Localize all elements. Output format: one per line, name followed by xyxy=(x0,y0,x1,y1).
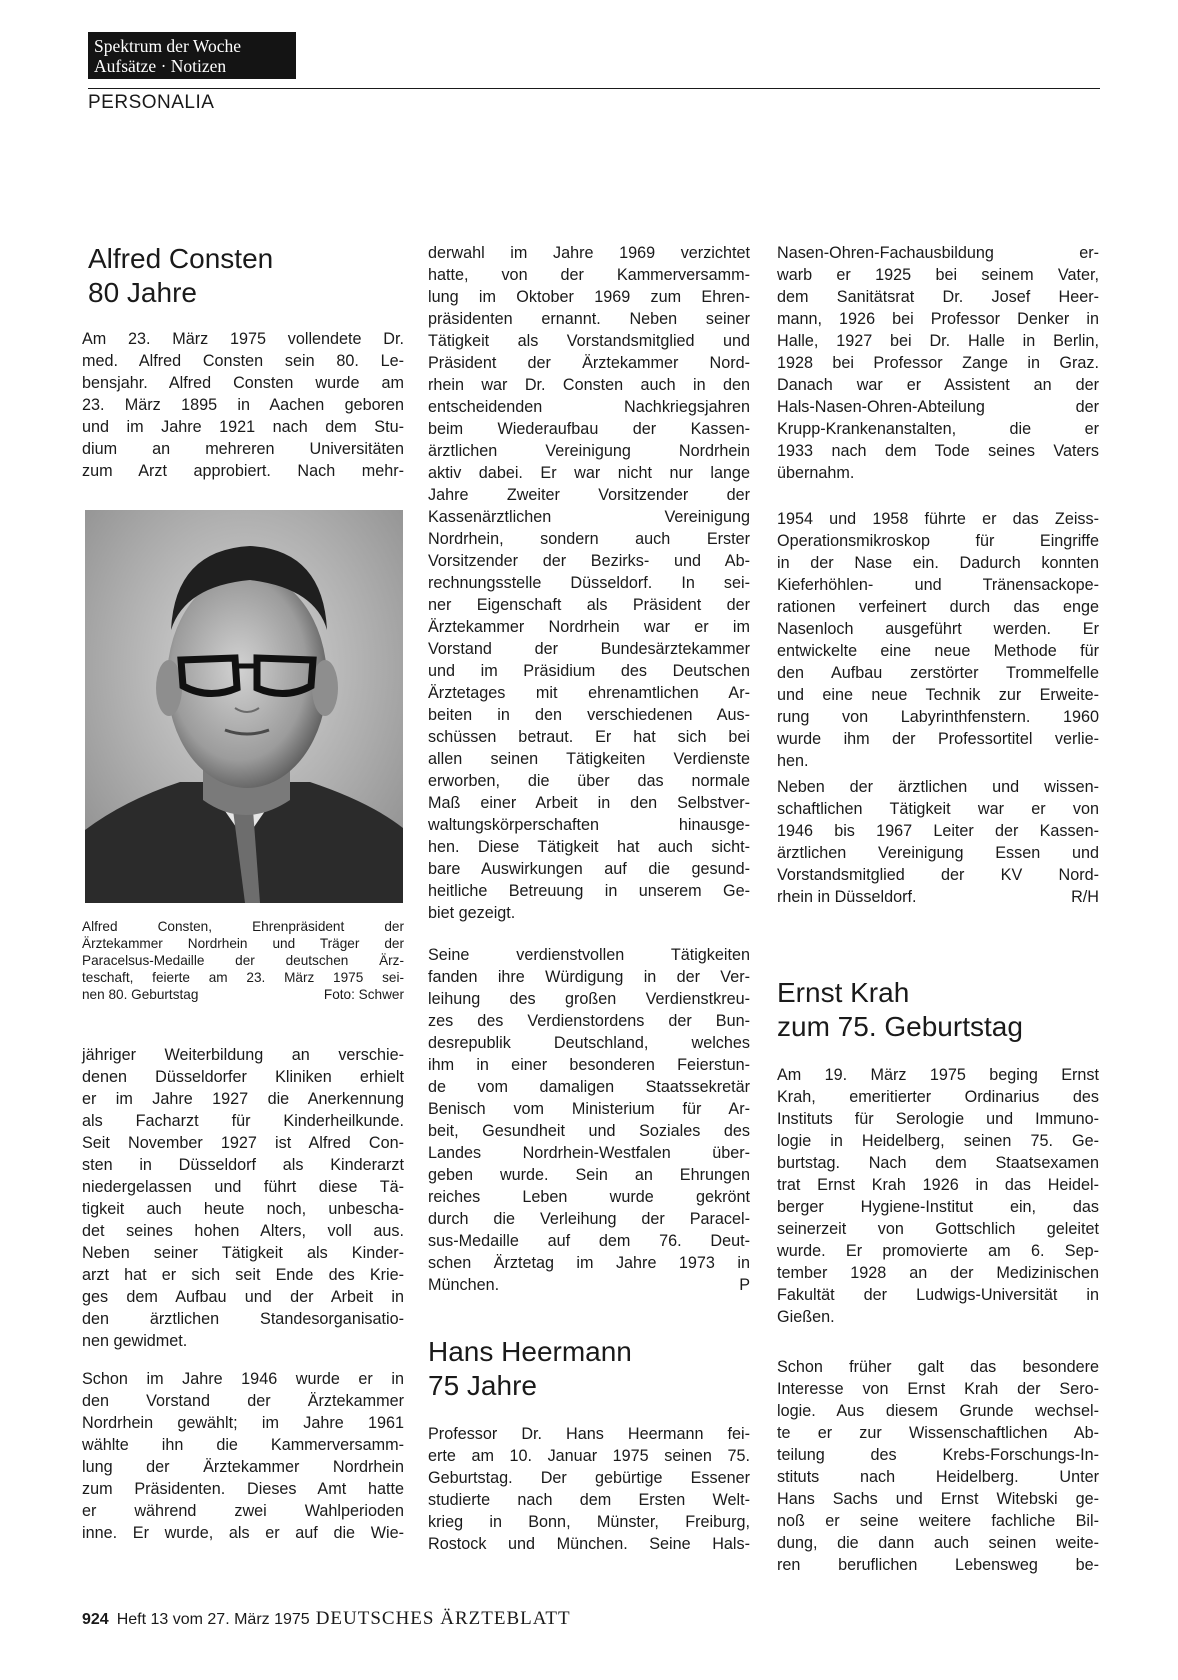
text-line: erworben, die über das normale xyxy=(428,772,750,790)
text-line: lung der Ärztekammer Nordrhein xyxy=(82,1458,404,1476)
heermann-paragraph-4: Neben der ärztlichen und wissen- schaftlichen Tätigkeit war er von 1946 bis 1967 Leiter der Kassen- ärztlichen Vereinigung Essen und Vorstandsmitglied der KV Nord- rhein in Düsseldorf. R/H xyxy=(777,778,1099,906)
text-line: Am 23. März 1975 vollendete Dr. xyxy=(82,330,404,348)
text-line: zum Präsidenten. Dieses Amt hatte xyxy=(82,1480,404,1498)
text-line: derwahl im Jahre 1969 verzichtet xyxy=(428,244,750,262)
header-line-1: Spektrum der Woche xyxy=(94,36,241,56)
text-line: Instituts für Serologie und Immuno- xyxy=(777,1110,1099,1128)
header-line-2: Aufsätze · Notizen xyxy=(94,56,227,76)
text-line: aktiv dabei. Er war nicht nur lange xyxy=(428,464,750,482)
page-number: 924 xyxy=(82,1611,109,1628)
text-line: Interesse von Ernst Krah der Sero- xyxy=(777,1380,1099,1398)
text-line: entscheidenden Nachkriegsjahren xyxy=(428,398,750,416)
text-line: übernahm. xyxy=(777,464,855,482)
text-line: schüssen betraut. Er hat sich bei xyxy=(428,728,750,746)
krah-paragraph-1 xyxy=(777,1064,1099,1328)
text-line: wählte ihn die Kammerversamm- xyxy=(82,1436,404,1454)
photo-caption: Alfred Consten, Ehrenpräsident der Ärztekammer Nordrhein und Träger der Paracelsus-Medaille der deutschen Ärz- teschaft, feierte am 23. März 1975 sei- nen 80. Geburtstag Foto: Schwer xyxy=(82,919,404,1002)
text-line: stituts nach Heidelberg. Unter xyxy=(777,1468,1099,1486)
text-line: beit, Gesundheit und Soziales des xyxy=(428,1122,750,1140)
text-line: Am 19. März 1975 beging Ernst xyxy=(777,1066,1099,1084)
heermann-paragraph-3 xyxy=(777,508,1099,772)
text-line: Vorstandsmitglied der KV Nord- xyxy=(777,866,1099,884)
text-line: lung im Oktober 1969 zum Ehren- xyxy=(428,288,750,306)
heermann-paragraph-1 xyxy=(428,1423,750,1555)
text-line: Krupp-Krankenanstalten, die er xyxy=(777,420,1099,438)
text-line: Danach war er Assistent an der xyxy=(777,376,1099,394)
text-line: und im Jahre 1921 nach dem Stu- xyxy=(82,418,404,436)
text-line: dung, die dann auch seinen weite- xyxy=(777,1534,1099,1552)
text-line: Ärztetages mit ehrenamtlichen Ar- xyxy=(428,684,750,702)
text-line: med. Alfred Consten sein 80. Le- xyxy=(82,352,404,370)
text-line: ärztlichen Vereinigung Essen und xyxy=(777,844,1099,862)
text-line: Schon im Jahre 1946 wurde er in xyxy=(82,1370,404,1388)
text-line: Seit November 1927 ist Alfred Con- xyxy=(82,1134,404,1152)
text-line: heitliche Betreuung in unserem Ge- xyxy=(428,882,750,900)
text-line: Ärztekammer Nordrhein war er im xyxy=(428,618,750,636)
text-line: ren beruflichen Lebensweg be- xyxy=(777,1556,1099,1574)
text-line: Maß einer Arbeit in den Selbstver- xyxy=(428,794,750,812)
page-footer xyxy=(82,1608,571,1630)
text-line: er während zwei Wahlperioden xyxy=(82,1502,404,1520)
text-line: berger Hygiene-Institut ein, das xyxy=(777,1198,1099,1216)
text-line: Operationsmikroskop für Eingriffe xyxy=(777,532,1099,550)
text-line: beiten in den verschiedenen Aus- xyxy=(428,706,750,724)
text-line: Paracelsus-Medaille der deutschen Ärz- xyxy=(82,953,404,968)
text-line: beim Wiederaufbau der Kassen- xyxy=(428,420,750,438)
text-line: als Facharzt für Kinderheilkunde. xyxy=(82,1112,404,1130)
consten-paragraph-1 xyxy=(82,328,404,482)
text-line: nen gewidmet. xyxy=(82,1332,188,1350)
consten-headline: Alfred Consten 80 Jahre xyxy=(88,243,274,308)
heermann-paragraph-2 xyxy=(777,242,1099,484)
text-line: Alfred Consten, Ehrenpräsident der xyxy=(82,919,404,934)
text-line: te er zur Wissenschaftlichen Ab- xyxy=(777,1424,1099,1442)
text-line: zum Arzt approbiert. Nach mehr- xyxy=(82,462,404,480)
text-line: schen Ärztetag im Jahre 1973 in xyxy=(428,1254,750,1272)
text-line: Vorstand der Bundesärztekammer xyxy=(428,640,750,658)
text-line: inne. Er wurde, als er auf die Wie- xyxy=(82,1524,404,1542)
text-line: desrepublik Deutschland, welches xyxy=(428,1034,750,1052)
text-line: er im Jahre 1927 die Anerkennung xyxy=(82,1090,404,1108)
text-line: teilung des Krebs-Forschungs-In- xyxy=(777,1446,1099,1464)
text-line: noß er seine weitere fachliche Bil- xyxy=(777,1512,1099,1530)
text-line: den ärztlichen Standesorganisatio- xyxy=(82,1310,404,1328)
text-line: Seine verdienstvollen Tätigkeiten xyxy=(428,946,750,964)
text-line: Neben seiner Tätigkeit als Kinder- xyxy=(82,1244,404,1262)
text-line: dem Sanitätsrat Dr. Josef Heer- xyxy=(777,288,1099,306)
text-line: mann, 1926 bei Professor Denker in xyxy=(777,310,1099,328)
text-line: jähriger Weiterbildung an verschie- xyxy=(82,1046,404,1064)
text-line: 1946 bis 1967 Leiter der Kassen- xyxy=(777,822,1099,840)
text-line: Landes Nordrhein-Westfalen über- xyxy=(428,1144,750,1162)
text-line: schaftlichen Tätigkeit war er von xyxy=(777,800,1099,818)
text-line: trat Ernst Krah 1926 in das Heidel- xyxy=(777,1176,1099,1194)
text-line: bensjahr. Alfred Consten wurde am xyxy=(82,374,404,392)
text-line: hatte, von der Kammerversamm- xyxy=(428,266,750,284)
text-line: Hals-Nasen-Ohren-Abteilung der xyxy=(777,398,1099,416)
text-line: 23. März 1895 in Aachen geboren xyxy=(82,396,404,414)
text-line: logie. Aus diesem Grunde wechsel- xyxy=(777,1402,1099,1420)
text-line: hen. Diese Tätigkeit hat auch sicht- xyxy=(428,838,750,856)
text-line: teschaft, feierte am 23. März 1975 sei- xyxy=(82,970,404,985)
text-line: Jahre Zweiter Vorsitzender der xyxy=(428,486,750,504)
text-line: biet gezeigt. xyxy=(428,904,516,922)
text-line: warb er 1925 bei seinem Vater, xyxy=(777,266,1099,284)
text-line: hen. xyxy=(777,752,809,770)
text-line: und eine neue Technik zur Erweite- xyxy=(777,686,1099,704)
text-line: Krah, emeritierter Ordinarius des xyxy=(777,1088,1099,1106)
text-line: allen seinen Tätigkeiten Verdienste xyxy=(428,750,750,768)
text-line: bare Auswirkungen auf die gesund- xyxy=(428,860,750,878)
text-line: burtstag. Nach dem Staatsexamen xyxy=(777,1154,1099,1172)
krah-headline: Ernst Krah zum 75. Geburtstag xyxy=(777,977,1023,1042)
text-line: niedergelassen und führt diese Tä- xyxy=(82,1178,404,1196)
text-line: Präsident der Ärztekammer Nord- xyxy=(428,354,750,372)
text-line: rationen verfeinert durch das enge xyxy=(777,598,1099,616)
text-line: rung von Labyrinthfenstern. 1960 xyxy=(777,708,1099,726)
text-line: Nasenloch ausgeführt werden. Er xyxy=(777,620,1099,638)
text-line: Kassenärztlichen Vereinigung xyxy=(428,508,750,526)
text-line: tigkeit auch heute noch, unbescha- xyxy=(82,1200,404,1218)
text-line: sus-Medaille auf dem 76. Deut- xyxy=(428,1232,750,1250)
text-line: entwickelte eine neue Methode für xyxy=(777,642,1099,660)
text-line: dium an mehreren Universitäten xyxy=(82,440,404,458)
magazine-name: DEUTSCHES ÄRZTEBLATT xyxy=(315,1608,571,1629)
text-line: 1933 nach dem Tode seines Vaters xyxy=(777,442,1099,460)
text-line: sten in Düsseldorf als Kinderarzt xyxy=(82,1156,404,1174)
text-line: Kieferhöhlen- und Tränensackope- xyxy=(777,576,1099,594)
header-rule xyxy=(88,88,1100,89)
text-line: logie in Heidelberg, seinen 75. Ge- xyxy=(777,1132,1099,1150)
text-line: krieg in Bonn, Münster, Freiburg, xyxy=(428,1513,750,1531)
text-line: Ärztekammer Nordrhein und Träger der xyxy=(82,936,404,951)
text-line: fanden ihre Würdigung in der Ver- xyxy=(428,968,750,986)
text-line: in der Nase ein. Dadurch konnten xyxy=(777,554,1099,572)
consten-paragraph-5: Seine verdienstvollen Tätigkeiten fanden ihre Würdigung in der Ver- leihung des großen Verdienstkreu- zes des Verdienstordens der Bun- desrepublik Deutschland, welches ihm in einer besonderen Feierstun- de vom damaligen Staatssekretär Benisch vom Ministerium für Ar- beit, Gesundheit und Soziales des Landes Nordrhein-Westfalen über- geben wurde. Sein an Ehrungen reiches Leben wurde gekrönt durch die Verleihung der Paracel- sus-Medaille auf dem 76. Deut- schen Ärztetag im Jahre 1973 in München. P xyxy=(428,946,750,1294)
portrait-photo xyxy=(85,510,403,903)
text-line: Neben der ärztlichen und wissen- xyxy=(777,778,1099,796)
text-line: rechnungsstelle Düsseldorf. In sei- xyxy=(428,574,750,592)
text-line: Halle, 1927 bei Dr. Halle in Berlin, xyxy=(777,332,1099,350)
text-line: 1928 bei Professor Zange in Graz. xyxy=(777,354,1099,372)
text-line: leihung des großen Verdienstkreu- xyxy=(428,990,750,1008)
text-line: erte am 10. Januar 1975 seinen 75. xyxy=(428,1447,750,1465)
text-line: Hans Sachs und Ernst Witebski ge- xyxy=(777,1490,1099,1508)
text-line: den Aufbau zerstörter Trommelfelle xyxy=(777,664,1099,682)
text-line: Rostock und München. Seine Hals- xyxy=(428,1535,750,1553)
issue-info: Heft 13 vom 27. März 1975 xyxy=(116,1611,310,1628)
text-line: reiches Leben wurde gekrönt xyxy=(428,1188,750,1206)
text-line: durch die Verleihung der Paracel- xyxy=(428,1210,750,1228)
text-line: tember 1928 an der Medizinischen xyxy=(777,1264,1099,1282)
text-line: denen Düsseldorfer Kliniken erhielt xyxy=(82,1068,404,1086)
header-box xyxy=(88,32,296,79)
text-line: waltungskörperschaften hinausge- xyxy=(428,816,750,834)
text-line: arzt hat er sich seit Ende des Krie- xyxy=(82,1266,404,1284)
text-line: Professor Dr. Hans Heermann fei- xyxy=(428,1425,750,1443)
krah-paragraph-2 xyxy=(777,1356,1099,1576)
text-line: Geburtstag. Der gebürtige Essener xyxy=(428,1469,750,1487)
author-initial: P xyxy=(739,1276,750,1294)
text-line: studierte nach dem Ersten Welt- xyxy=(428,1491,750,1509)
text-line: Fakultät der Ludwigs-Universität in xyxy=(777,1286,1099,1304)
text-line: de vom damaligen Staatssekretär xyxy=(428,1078,750,1096)
text-line: ärztlichen Vereinigung Nordrhein xyxy=(428,442,750,460)
text-line: Gießen. xyxy=(777,1308,835,1326)
text-line: und im Präsidium des Deutschen xyxy=(428,662,750,680)
text-line: seinerzeit von Gottschlich geleitet xyxy=(777,1220,1099,1238)
text-line: Vorsitzender der Bezirks- und Ab- xyxy=(428,552,750,570)
text-line: Tätigkeit als Vorstandsmitglied und xyxy=(428,332,750,350)
text-line: ges dem Aufbau und der Arbeit in xyxy=(82,1288,404,1306)
text-line: Schon früher galt das besondere xyxy=(777,1358,1099,1376)
text-line: ner Eigenschaft als Präsident der xyxy=(428,596,750,614)
text-line: ihm in einer besonderen Feierstun- xyxy=(428,1056,750,1074)
text-line: den Vorstand der Ärztekammer xyxy=(82,1392,404,1410)
text-line: det seines hohen Alters, voll aus. xyxy=(82,1222,404,1240)
text-line: Nasen-Ohren-Fachausbildung er- xyxy=(777,244,1099,262)
consten-paragraph-3 xyxy=(82,1368,404,1544)
text-line: Nordrhein gewählt; im Jahre 1961 xyxy=(82,1414,404,1432)
text-line: Nordrhein, sondern auch Erster xyxy=(428,530,750,548)
text-line: zes des Verdienstordens der Bun- xyxy=(428,1012,750,1030)
text-line: wurde ihm der Professortitel verlie- xyxy=(777,730,1099,748)
text-line: geben wurde. Sein an Ehrungen xyxy=(428,1166,750,1184)
heermann-headline: Hans Heermann 75 Jahre xyxy=(428,1336,632,1401)
consten-paragraph-4 xyxy=(428,242,750,924)
text-line: 1954 und 1958 führte er das Zeiss- xyxy=(777,510,1099,528)
section-label: PERSONALIA xyxy=(88,92,215,113)
text-line: rhein war Dr. Consten auch in den xyxy=(428,376,750,394)
text-line: präsidenten ernannt. Neben seiner xyxy=(428,310,750,328)
photo-credit: Foto: Schwer xyxy=(323,987,404,1002)
text-line: wurde. Er promovierte am 6. Sep- xyxy=(777,1242,1099,1260)
author-initials: R/H xyxy=(1071,888,1099,906)
text-line: Benisch vom Ministerium für Ar- xyxy=(428,1100,750,1118)
consten-paragraph-2 xyxy=(82,1044,404,1352)
